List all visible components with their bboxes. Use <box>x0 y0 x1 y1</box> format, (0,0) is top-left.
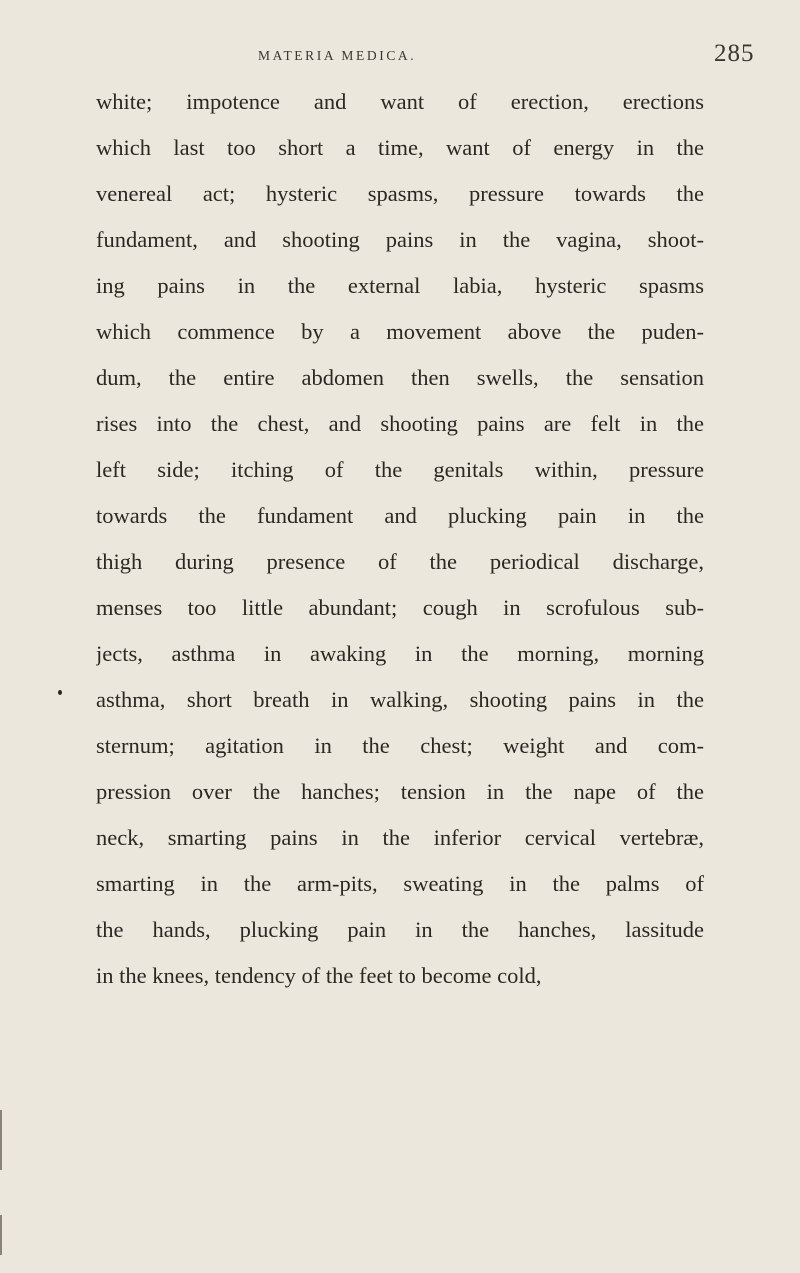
text-line: sternum; agitation in the chest; weight and com- <box>96 733 704 758</box>
text-line: rises into the chest, and shooting pains are felt in the <box>96 411 704 436</box>
text-line: ing pains in the external labia, hysteric spasms <box>96 273 704 298</box>
page-number: 285 <box>714 40 755 67</box>
text-line: left side; itching of the genitals within, pressure <box>96 457 704 482</box>
text-line: dum, the entire abdomen then swells, the sensation <box>96 365 704 390</box>
running-head: MATERIA MEDICA. <box>258 48 417 63</box>
text-line: which commence by a movement above the puden- <box>96 319 704 344</box>
text-line: neck, smarting pains in the inferior cervical vertebræ, <box>96 825 704 850</box>
ink-speck <box>58 690 62 695</box>
text-line: venereal act; hysteric spasms, pressure towards the <box>96 181 704 206</box>
text-line: white; impotence and want of erection, erections <box>96 89 704 114</box>
text-line: jects, asthma in awaking in the morning, morning <box>96 641 704 666</box>
text-line: smarting in the arm-pits, sweating in the palms of <box>96 871 704 896</box>
text-line: fundament, and shooting pains in the vagina, shoot- <box>96 227 704 252</box>
text-line: towards the fundament and plucking pain in the <box>96 503 704 528</box>
text-line: in the knees, tendency of the feet to become cold, <box>96 963 542 988</box>
page-edge-mark <box>0 1215 2 1255</box>
text-line: pression over the hanches; tension in the nape of the <box>96 779 704 804</box>
text-line: menses too little abundant; cough in scrofulous sub- <box>96 595 704 620</box>
text-line: asthma, short breath in walking, shooting pains in the <box>96 687 704 712</box>
text-line: the hands, plucking pain in the hanches, lassitude <box>96 917 704 942</box>
text-line: thigh during presence of the periodical discharge, <box>96 549 704 574</box>
text-line: which last too short a time, want of energy in the <box>96 135 704 160</box>
page-edge-mark <box>0 1110 2 1170</box>
